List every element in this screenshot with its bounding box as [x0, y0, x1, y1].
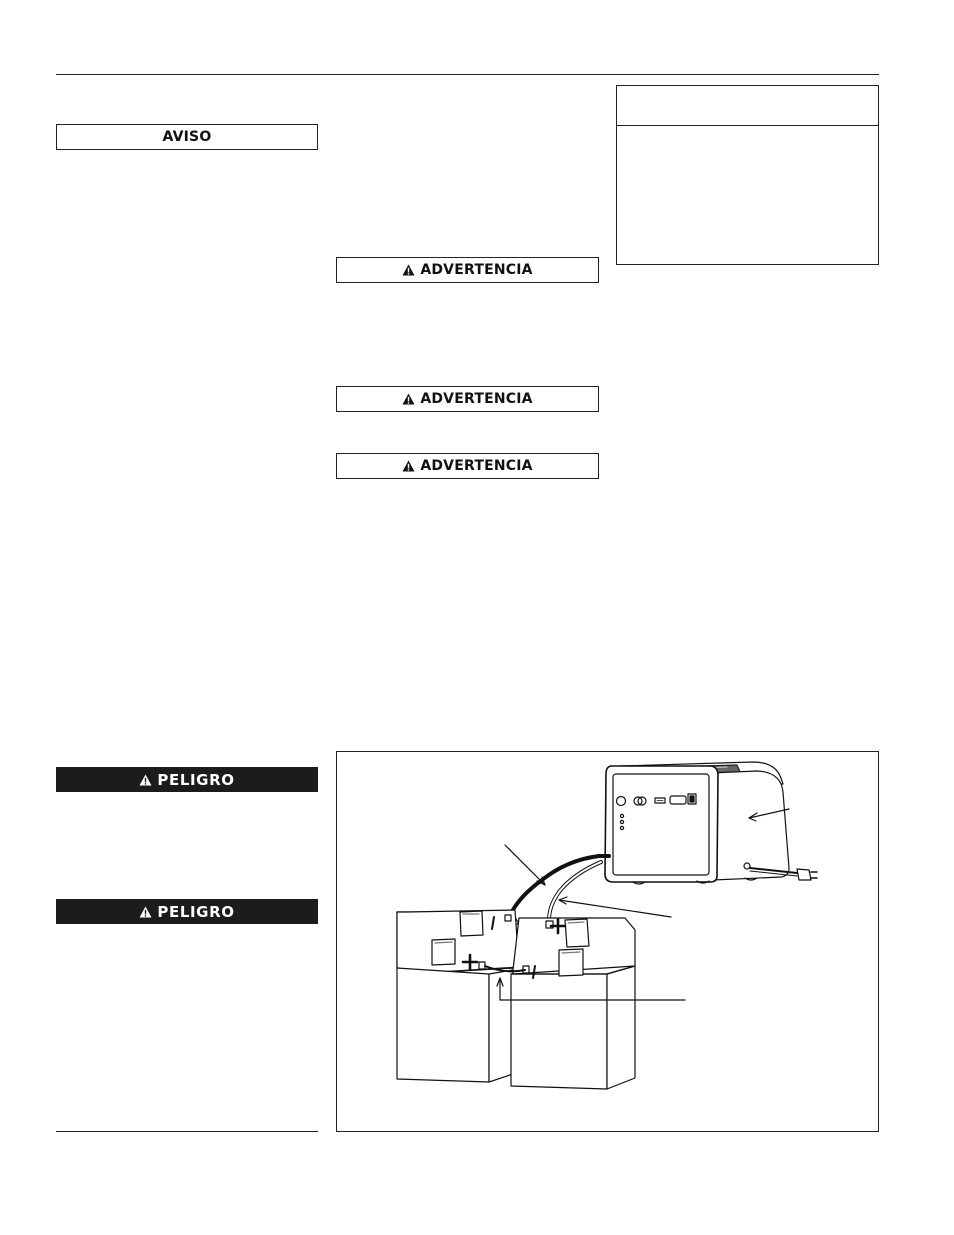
warning-triangle-icon [402, 393, 415, 405]
warning-label-2 [336, 386, 599, 412]
warning-triangle-icon [402, 264, 415, 276]
battery-right [511, 918, 635, 1089]
output-cables [509, 856, 609, 920]
danger-label-1 [56, 767, 318, 792]
warning-label-3 [336, 453, 599, 479]
aviso-text: AVISO [162, 129, 212, 145]
advertencia-text-1: ADVERTENCIA [420, 262, 533, 278]
danger-label-2 [56, 899, 318, 924]
warning-triangle-icon [402, 460, 415, 472]
panel-header-divider [617, 125, 878, 126]
header-rule [56, 74, 879, 75]
battery-charger-illustration [337, 752, 878, 1131]
table-panel [616, 85, 879, 265]
warning-triangle-icon [139, 906, 152, 918]
battery-left [397, 910, 519, 1082]
battery-charger-figure [336, 751, 879, 1132]
charger-unit [605, 762, 817, 884]
notice-label-aviso [56, 124, 318, 150]
footer-rule [56, 1131, 318, 1132]
peligro-text-1: PELIGRO [157, 770, 235, 789]
warning-label-1 [336, 257, 599, 283]
peligro-text-2: PELIGRO [157, 902, 235, 921]
advertencia-text-3: ADVERTENCIA [420, 458, 533, 474]
warning-triangle-icon [139, 774, 152, 786]
advertencia-text-2: ADVERTENCIA [420, 391, 533, 407]
